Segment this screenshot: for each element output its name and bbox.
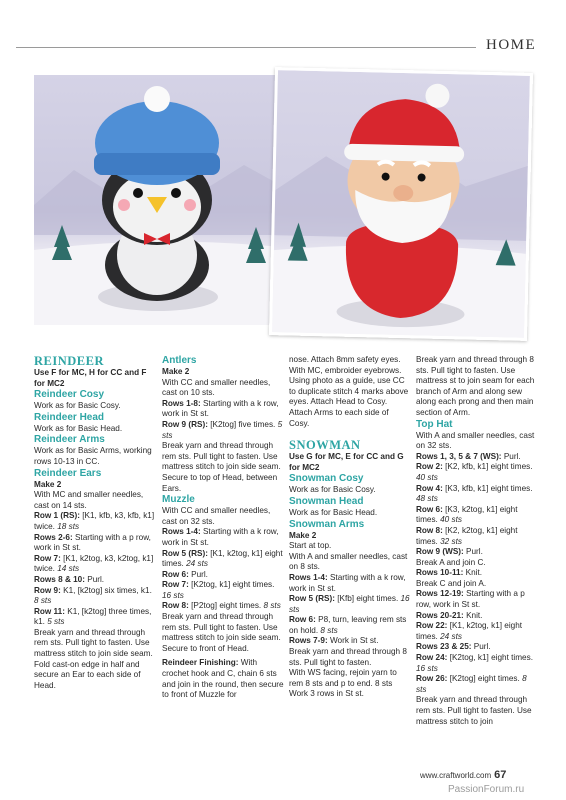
- row-instruction: [289, 636, 411, 647]
- row-instruction: [416, 526, 538, 547]
- santa-photo: [269, 67, 533, 341]
- row-label: Rows 1, 3, 5 & 7 (WS):: [416, 451, 502, 461]
- make-count: Make 2: [34, 479, 62, 489]
- finishing-instruction: [162, 658, 284, 700]
- row-label: Row 9 (RS):: [162, 419, 208, 429]
- row-instruction: [416, 642, 538, 653]
- footer-site[interactable]: www.craftworld.com: [420, 771, 492, 780]
- instruction: Break yarn and thread through 8 sts. Pull tight to fasten. Use mattress st to join seam for each branch of Arm and along sew along each prong and then main section of Arm.: [416, 355, 535, 417]
- row-instruction: [162, 570, 284, 581]
- row-text: [K2tog, k1] eight times.: [449, 653, 533, 663]
- row-label: Row 2:: [416, 462, 443, 472]
- stitch-count: 8 sts: [34, 596, 52, 606]
- row-text: Purl.: [503, 451, 521, 461]
- snowman-yarn-note: Use G for MC, E for CC and G for MC2: [289, 452, 404, 472]
- instruction: With WS facing, rejoin yarn to rem 8 sts and p to end. 8 sts Work 3 rows in St st.: [289, 668, 397, 699]
- column-3: [289, 355, 411, 700]
- row-text: K1, [k2tog] three times, k1.: [34, 606, 152, 627]
- row-text: Purl.: [87, 574, 105, 584]
- row-label: Rows 23 & 25:: [416, 642, 472, 652]
- snowman-cosy-heading: Snowman Cosy: [289, 473, 364, 485]
- row-instruction: [34, 586, 156, 607]
- reindeer-yarn-note: Use F for MC, H for CC and F for MC2: [34, 368, 147, 388]
- stitch-count: 16 sts: [289, 594, 410, 614]
- row-text: [K1, k2tog, k1] eight times.: [416, 621, 523, 641]
- row-text: [K2, k2tog, k1] eight times.: [416, 525, 518, 546]
- row-instruction: [416, 674, 538, 695]
- instruction: With CC and smaller needles, cast on 32 sts.: [162, 506, 271, 526]
- row-instruction: [416, 611, 538, 622]
- instruction: Break yarn and thread through rem sts. Pull tight to fasten. Use mattress stitch to join side seam. Fold cast-on edge in half and secure an Ear to each side of Head.: [34, 627, 153, 690]
- instruction: Break yarn and thread through rem sts. Pull tight to fasten. Use mattress stitch to join side seam. Secure to front of Head.: [162, 612, 281, 653]
- row-text: Purl.: [191, 569, 208, 579]
- top-hat-heading: Top Hat: [416, 418, 453, 430]
- column-2: [162, 355, 284, 701]
- row-instruction: [162, 527, 284, 548]
- antlers-heading: Antlers: [162, 355, 197, 366]
- stitch-count: 24 sts: [186, 559, 208, 569]
- row-label: Row 4:: [416, 483, 443, 493]
- reindeer-head-text: Work as for Basic Head.: [34, 423, 123, 433]
- stitch-count: 16 sts: [416, 663, 438, 673]
- row-instruction: [34, 511, 156, 532]
- reindeer-cosy-text: Work as for Basic Cosy.: [34, 401, 121, 411]
- instruction: With A and smaller needles, cast on 8 sts.: [289, 551, 408, 572]
- instruction: Break A and join C.: [416, 557, 486, 567]
- instruction: Break yarn and thread through rem sts. Pull tight to fasten. Use mattress stitch to join: [416, 695, 532, 726]
- row-instruction: [34, 607, 156, 628]
- stitch-count: 24 sts: [440, 631, 462, 641]
- row-instruction: [162, 420, 284, 441]
- column-1: [34, 355, 156, 691]
- row-text: [K1, kfb, k3, kfb, k1] twice.: [34, 511, 155, 531]
- row-text: [K3, k2tog, k1] eight times.: [416, 504, 518, 525]
- row-text: Starting with a p row, work in St st.: [416, 589, 525, 610]
- row-text: [K2tog] eight times.: [449, 674, 520, 684]
- row-label: Row 9:: [34, 585, 61, 595]
- row-label: Row 26:: [416, 674, 448, 684]
- row-text: Starting with a p row, work in St st.: [34, 532, 151, 553]
- reindeer-arms-text: Work as for Basic Arms, working rows 10-13 in CC.: [34, 446, 152, 466]
- row-instruction: [416, 462, 538, 483]
- row-text: [K2tog] five times.: [210, 419, 276, 429]
- instruction: Break C and join A.: [416, 578, 487, 588]
- row-label: Rows 1-8:: [162, 398, 201, 408]
- row-text: K1, [k2tog] six times, k1.: [63, 585, 152, 595]
- reindeer-ears-heading: Reindeer Ears: [34, 467, 102, 479]
- instruction: With CC and smaller needles, cast on 10 sts.: [162, 377, 271, 398]
- row-text: Knit.: [465, 568, 482, 578]
- row-instruction: [289, 594, 411, 615]
- row-text: [K1, k2tog, k1] eight times.: [162, 548, 283, 569]
- muzzle-heading: Muzzle: [162, 494, 195, 506]
- row-label: Row 8:: [162, 601, 189, 611]
- row-text: Starting with a k row, work in St st.: [162, 398, 279, 419]
- stitch-count: 32 sts: [440, 536, 462, 546]
- row-label: Rows 7-9:: [289, 636, 328, 646]
- instruction: With A and smaller needles, cast on 32 sts.: [416, 430, 535, 451]
- row-label: Row 7:: [34, 553, 61, 563]
- row-label: Row 22:: [416, 621, 448, 631]
- stitch-count: 16 sts: [162, 590, 184, 600]
- row-instruction: [162, 399, 284, 420]
- stitch-count: 5 sts: [47, 617, 65, 627]
- row-instruction: [416, 589, 538, 610]
- row-text: P8, turn, leaving rem sts on hold.: [289, 615, 407, 635]
- row-instruction: [416, 484, 538, 505]
- stitch-count: 8 sts: [320, 625, 338, 635]
- stitch-count: 8 sts: [263, 601, 281, 611]
- snowman-heading: SNOWMAN: [289, 438, 361, 453]
- row-instruction: [416, 547, 538, 558]
- row-text: Starting with a k row, work in St st.: [162, 527, 279, 547]
- instruction: Break yarn and thread through rem sts. Pull tight to fasten. Use mattress stitch to join side seam. Secure to top of Head, between Ears.: [162, 441, 281, 493]
- row-instruction: [289, 573, 411, 594]
- instruction: Break yarn and thread through 8 sts. Pull tight to fasten.: [289, 647, 407, 667]
- snowman-head-text: Work as for Basic Head.: [289, 507, 378, 517]
- row-label: Row 1 (RS):: [34, 511, 80, 521]
- row-label: Row 6:: [416, 504, 443, 514]
- page-number: 67: [494, 769, 507, 781]
- row-instruction: [416, 452, 538, 463]
- row-label: Rows 8 & 10:: [34, 574, 85, 584]
- row-label: Row 5 (RS):: [289, 594, 335, 604]
- row-text: Work in St st.: [329, 636, 379, 646]
- row-text: [K3, kfb, k1] eight times.: [445, 483, 533, 493]
- row-label: Row 8:: [416, 525, 443, 535]
- row-label: Rows 20-21:: [416, 610, 464, 620]
- reindeer-arms-heading: Reindeer Arms: [34, 434, 105, 446]
- section-label: HOME: [486, 37, 537, 53]
- row-label: Rows 12-19:: [416, 589, 464, 599]
- make-count: Make 2: [162, 367, 190, 376]
- row-text: Purl.: [473, 642, 491, 652]
- column-4: [416, 355, 538, 727]
- reindeer-cosy-heading: Reindeer Cosy: [34, 389, 105, 401]
- stitch-count: 18 sts: [57, 521, 80, 531]
- reindeer-head-heading: Reindeer Head: [34, 411, 105, 423]
- finishing-label: Reindeer Finishing:: [162, 658, 239, 668]
- row-text: [K2, kfb, k1] eight times.: [445, 462, 533, 472]
- row-instruction: [34, 533, 156, 554]
- stitch-count: 48 sts: [416, 494, 438, 504]
- row-text: Knit.: [466, 610, 483, 620]
- row-instruction: [416, 505, 538, 526]
- penguin-photo: [34, 75, 280, 325]
- row-label: Row 9 (WS):: [416, 547, 464, 557]
- row-label: Row 24:: [416, 653, 448, 663]
- instruction: nose. Attach 8mm safety eyes. With MC, embroider eyebrows. Using photo as a guide, use CC to duplicate stitch 4 marks above eyes. Attach Head to Cosy. Attach Arms to each side of Cosy.: [289, 355, 409, 428]
- snowman-cosy-text: Work as for Basic Cosy.: [289, 485, 376, 495]
- row-instruction: [162, 549, 284, 570]
- row-label: Rows 1-4:: [289, 572, 328, 582]
- row-instruction: [34, 554, 156, 575]
- row-text: [Kfb] eight times.: [337, 594, 399, 604]
- row-label: Row 6:: [289, 615, 316, 625]
- row-instruction: [162, 580, 284, 601]
- stitch-count: 14 sts: [57, 564, 80, 574]
- stitch-count: 5 sts: [162, 419, 283, 440]
- instruction: With MC and smaller needles, cast on 14 sts.: [34, 490, 144, 510]
- header-rule: [16, 47, 476, 48]
- row-label: Rows 1-4:: [162, 527, 201, 537]
- row-text: Starting with a k row, work in St st.: [289, 572, 406, 593]
- row-label: Rows 10-11:: [416, 568, 464, 578]
- make-count: Make 2: [289, 530, 317, 540]
- row-text: [P2tog] eight times.: [191, 601, 262, 611]
- row-label: Rows 2-6:: [34, 532, 73, 542]
- row-label: Row 7:: [162, 580, 189, 590]
- stitch-count: 8 sts: [416, 674, 527, 694]
- snowman-arms-heading: Snowman Arms: [289, 518, 365, 530]
- row-text: Purl.: [466, 547, 483, 557]
- row-text: [K1, k2tog, k3, k2tog, k1] twice.: [34, 553, 154, 574]
- row-instruction: [162, 601, 284, 612]
- row-instruction: [289, 615, 411, 636]
- page-footer: [420, 769, 506, 781]
- row-label: Row 11:: [34, 606, 65, 616]
- row-label: Row 6:: [162, 569, 189, 579]
- row-text: [K2tog, k1] eight times.: [191, 580, 275, 590]
- watermark: PassionForum.ru: [448, 784, 525, 795]
- instruction: Start at top.: [289, 541, 332, 551]
- stitch-count: 40 sts: [416, 472, 438, 482]
- row-instruction: [416, 568, 538, 579]
- row-instruction: [416, 653, 538, 674]
- reindeer-heading: REINDEER: [34, 354, 104, 368]
- row-label: Row 5 (RS):: [162, 548, 208, 558]
- row-instruction: [416, 621, 538, 642]
- finishing-text: With crochet hook and C, chain 6 sts and join in the round, then secure to front of Muzzle for: [162, 658, 284, 700]
- row-instruction: [34, 575, 156, 586]
- stitch-count: 40 sts: [440, 515, 462, 525]
- snowman-head-heading: Snowman Head: [289, 495, 364, 507]
